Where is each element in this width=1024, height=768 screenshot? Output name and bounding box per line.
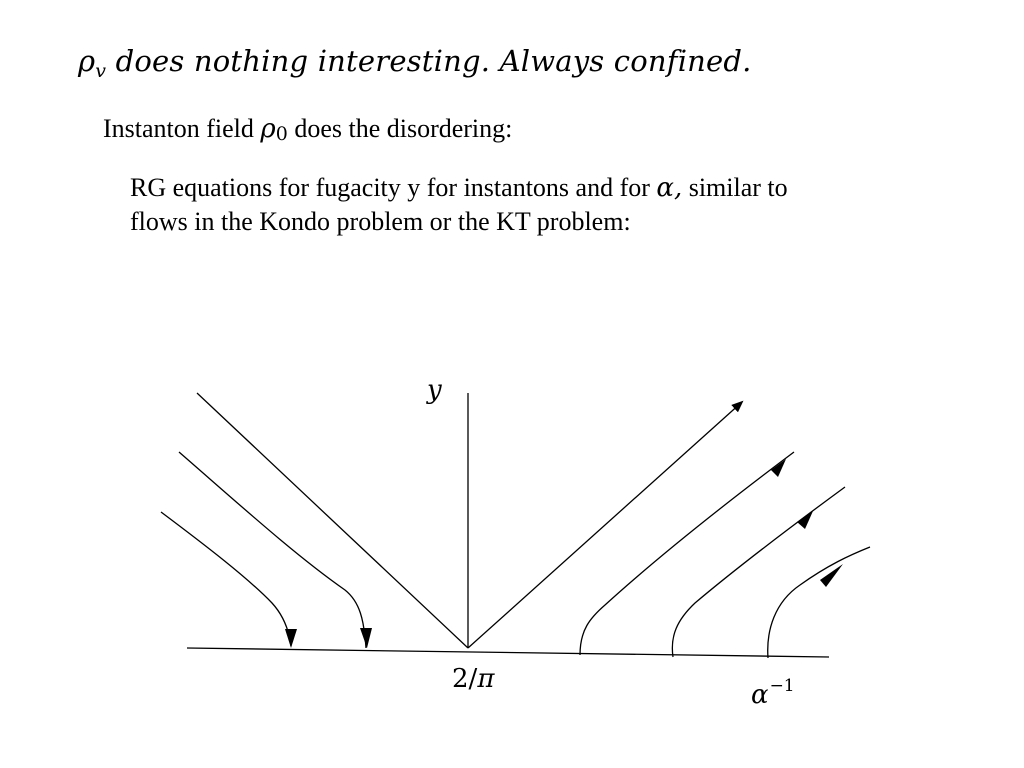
pi-symbol: π bbox=[477, 664, 495, 694]
paragraph-text-before: RG equations for fugacity y for instantons and for bbox=[130, 173, 657, 202]
flow-arrowhead-left-1 bbox=[360, 628, 372, 648]
rho-symbol: ρ bbox=[78, 44, 96, 78]
alpha-inverse-label bbox=[751, 676, 795, 710]
flow-line-right-1 bbox=[580, 452, 794, 655]
two-over-pi-label bbox=[452, 664, 494, 694]
paragraph-text-after: similar to bbox=[682, 173, 788, 202]
rho0-subscript: 0 bbox=[275, 123, 288, 145]
two-over-label: 2/ bbox=[452, 664, 478, 694]
alpha-symbol: α, bbox=[656, 173, 683, 203]
heading-text: does nothing interesting. Always confined. bbox=[106, 44, 752, 78]
rho0-symbol: ρ bbox=[260, 114, 276, 144]
flow-arrowhead-left-2 bbox=[285, 629, 297, 648]
rho-subscript: v bbox=[95, 60, 107, 82]
y-axis-label: y bbox=[427, 375, 442, 405]
separatrix-right bbox=[468, 402, 742, 648]
paragraph-line-2: flows in the Kondo problem or the KT problem: bbox=[130, 207, 631, 236]
flow-line-right-3 bbox=[768, 547, 870, 658]
flow-arrowhead-right-3 bbox=[820, 564, 843, 587]
line1-text-after: does the disordering: bbox=[287, 114, 513, 143]
flow-line-left-1 bbox=[179, 452, 366, 648]
line1-text-before: Instanton field bbox=[103, 114, 261, 143]
alpha-label: α bbox=[751, 680, 769, 710]
flow-arrowhead-right-2 bbox=[797, 511, 813, 529]
separatrix-left bbox=[197, 393, 468, 648]
alpha-exponent: −1 bbox=[769, 676, 795, 696]
x-axis-line bbox=[187, 648, 829, 657]
